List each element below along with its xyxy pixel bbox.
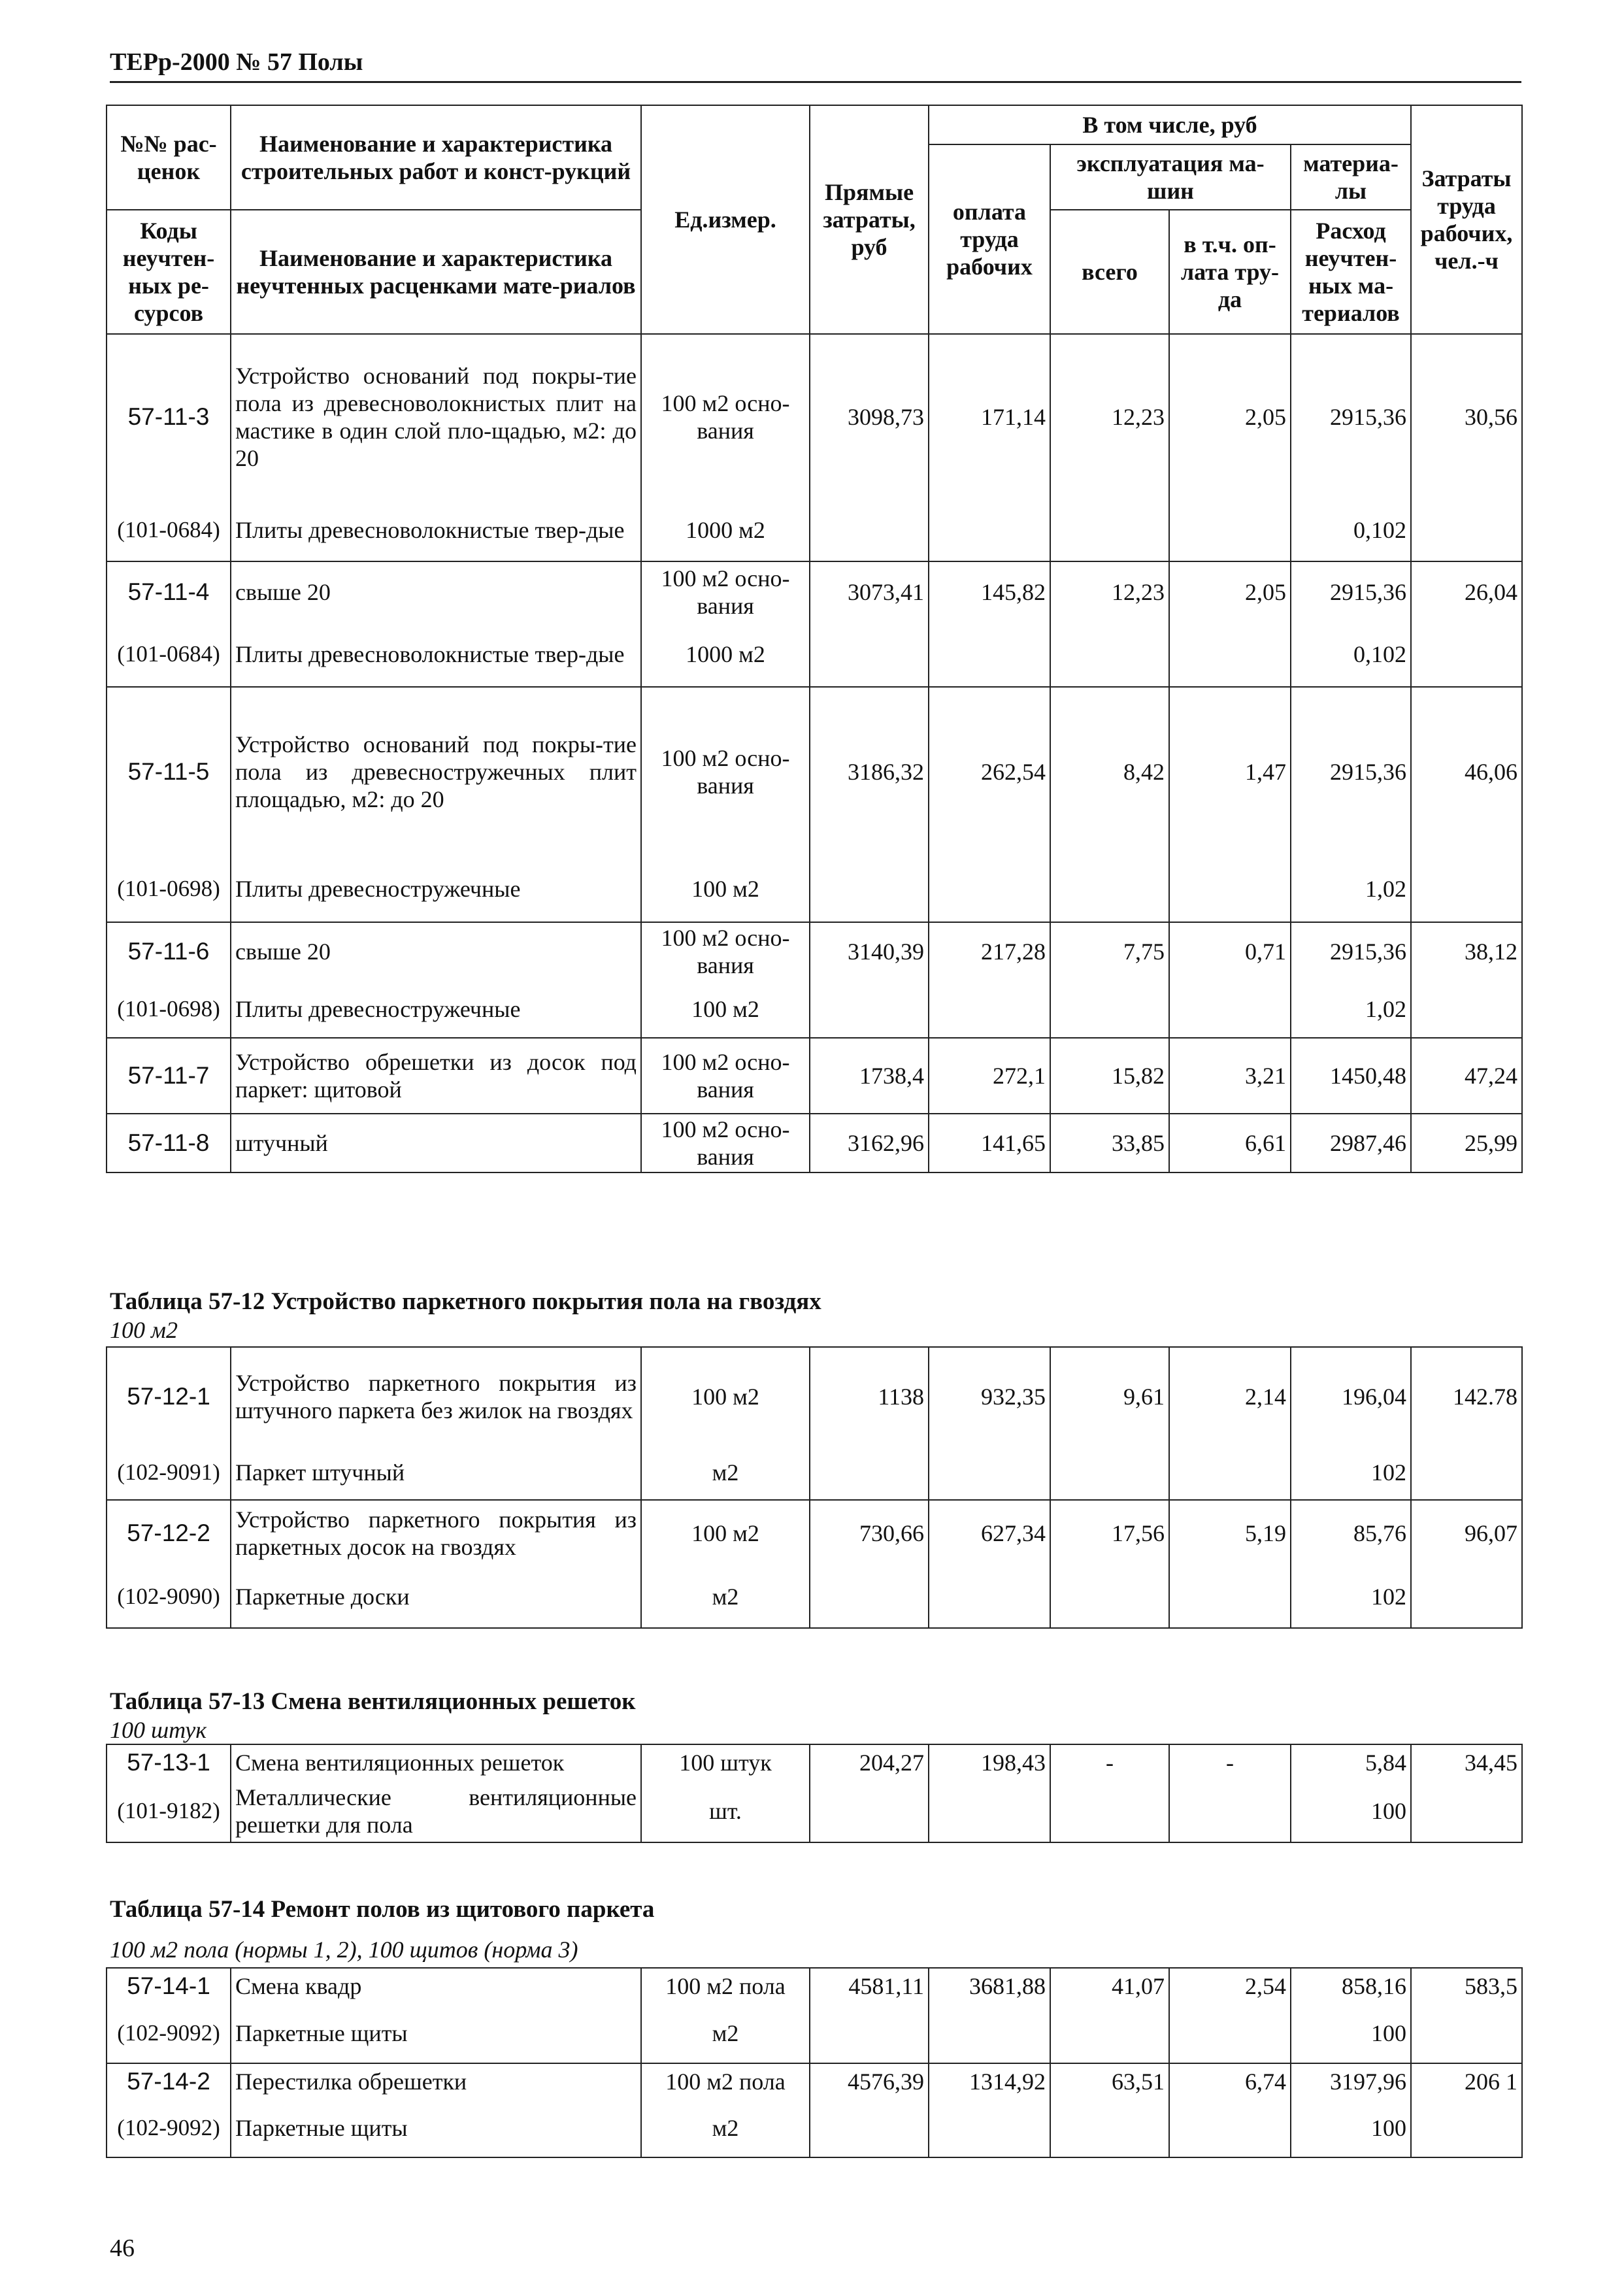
row-name: Устройство паркетного покрытия из паркетных досок на гвоздях bbox=[231, 1500, 641, 1565]
table-57-12-title: Таблица 57-12 Устройство паркетного покрытия пола на гвоздях bbox=[110, 1288, 821, 1315]
row-materials: 3197,96 bbox=[1291, 2063, 1411, 2099]
row-name: Металлические вентиляционные решетки для пола bbox=[231, 1780, 641, 1842]
row-machines-labor: 2,14 bbox=[1169, 1347, 1291, 1445]
row-materials: 1,02 bbox=[1291, 856, 1411, 922]
row-materials: 2915,36 bbox=[1291, 334, 1411, 499]
row-machines-labor bbox=[1169, 499, 1291, 561]
row-code: 57-14-2 bbox=[107, 2063, 231, 2099]
row-materials: 100 bbox=[1291, 1780, 1411, 1842]
row-labor-pay: 627,34 bbox=[929, 1500, 1050, 1565]
rate-row bbox=[107, 1114, 1522, 1172]
resource-row bbox=[107, 622, 1522, 687]
row-machines-labor bbox=[1169, 622, 1291, 687]
row-unit: 100 м2 bbox=[641, 1500, 810, 1565]
row-unit: 100 м2 осно-вания bbox=[641, 561, 810, 622]
row-name: Перестилка обрешетки bbox=[231, 2063, 641, 2099]
row-unit: 1000 м2 bbox=[641, 622, 810, 687]
row-name: Плиты древесноволокнистые твер-дые bbox=[231, 622, 641, 687]
row-direct-costs: 204,27 bbox=[810, 1744, 929, 1780]
row-direct-costs bbox=[810, 622, 929, 687]
header-name-bottom: Наименование и характеристика неучтенных расценками мате-риалов bbox=[231, 210, 641, 334]
page-number: 46 bbox=[110, 2235, 135, 2262]
row-machines-total: 7,75 bbox=[1050, 922, 1169, 980]
row-unit: 100 штук bbox=[641, 1744, 810, 1780]
row-materials: 102 bbox=[1291, 1565, 1411, 1628]
row-labor-pay: 145,82 bbox=[929, 561, 1050, 622]
resource-row bbox=[107, 1445, 1522, 1500]
header-code-top: №№ рас-ценок bbox=[107, 105, 231, 210]
header-unit: Ед.измер. bbox=[641, 105, 810, 334]
row-unit: 100 м2 bbox=[641, 980, 810, 1038]
row-labor-hours bbox=[1411, 499, 1522, 561]
row-labor-hours bbox=[1411, 1565, 1522, 1628]
row-labor-hours: 206 1 bbox=[1411, 2063, 1522, 2099]
row-labor-hours: 96,07 bbox=[1411, 1500, 1522, 1565]
table-57-13-unit: 100 штук bbox=[110, 1717, 207, 1743]
row-direct-costs: 730,66 bbox=[810, 1500, 929, 1565]
row-name: Плиты древесноволокнистые твер-дые bbox=[231, 499, 641, 561]
row-materials: 5,84 bbox=[1291, 1744, 1411, 1780]
header-labor-hours: Затраты труда рабочих, чел.-ч bbox=[1411, 105, 1522, 334]
row-machines-labor: 6,74 bbox=[1169, 2063, 1291, 2099]
row-name: Устройство оснований под покры-тие пола из древесноволокнистых плит на мастике в один слой пло-щадью, м2: до 20 bbox=[231, 334, 641, 499]
row-labor-hours bbox=[1411, 2099, 1522, 2157]
row-machines-labor: 2,05 bbox=[1169, 561, 1291, 622]
row-machines-total: 9,61 bbox=[1050, 1347, 1169, 1445]
resource-row bbox=[107, 856, 1522, 922]
row-machines-total bbox=[1050, 856, 1169, 922]
row-name: Плиты древесностружечные bbox=[231, 856, 641, 922]
row-name: Устройство обрешетки из досок под паркет: щитовой bbox=[231, 1038, 641, 1114]
row-direct-costs bbox=[810, 980, 929, 1038]
resource-row bbox=[107, 499, 1522, 561]
row-labor-pay bbox=[929, 2003, 1050, 2063]
row-machines-total: - bbox=[1050, 1744, 1169, 1780]
row-direct-costs: 3098,73 bbox=[810, 334, 929, 499]
row-machines-labor: 5,19 bbox=[1169, 1500, 1291, 1565]
table-body bbox=[107, 1744, 1522, 1842]
row-unit: 100 м2 осно-вания bbox=[641, 1114, 810, 1172]
row-materials: 100 bbox=[1291, 2003, 1411, 2063]
row-code: (101-0698) bbox=[107, 856, 231, 922]
row-code: (101-0698) bbox=[107, 980, 231, 1038]
row-name: Паркетные доски bbox=[231, 1565, 641, 1628]
row-labor-pay: 171,14 bbox=[929, 334, 1050, 499]
row-machines-total bbox=[1050, 622, 1169, 687]
header-materials: материа-лы bbox=[1291, 144, 1411, 210]
row-labor-hours bbox=[1411, 622, 1522, 687]
row-labor-pay: 1314,92 bbox=[929, 2063, 1050, 2099]
row-direct-costs bbox=[810, 856, 929, 922]
row-code: 57-14-1 bbox=[107, 1968, 231, 2003]
rate-row bbox=[107, 2063, 1522, 2099]
row-name: Паркет штучный bbox=[231, 1445, 641, 1500]
row-materials: 196,04 bbox=[1291, 1347, 1411, 1445]
header-including: В том числе, руб bbox=[929, 105, 1411, 144]
row-machines-total: 33,85 bbox=[1050, 1114, 1169, 1172]
header-machines-labor: в т.ч. оп-лата тру-да bbox=[1169, 210, 1291, 334]
header-name-top: Наименование и характеристика строительных работ и конст-рукций bbox=[231, 105, 641, 210]
row-name: Устройство оснований под покры-тие пола из древесностружечных плит площадью, м2: до 20 bbox=[231, 687, 641, 856]
row-direct-costs bbox=[810, 2003, 929, 2063]
row-machines-labor bbox=[1169, 856, 1291, 922]
table-57-14-unit: 100 м2 пола (нормы 1, 2), 100 щитов (норма 3) bbox=[110, 1937, 578, 1963]
row-code: 57-12-2 bbox=[107, 1500, 231, 1565]
row-labor-hours: 46,06 bbox=[1411, 687, 1522, 856]
rate-row bbox=[107, 561, 1522, 622]
row-materials: 102 bbox=[1291, 1445, 1411, 1500]
row-code: 57-12-1 bbox=[107, 1347, 231, 1445]
row-labor-pay: 272,1 bbox=[929, 1038, 1050, 1114]
row-unit: 100 м2 пола bbox=[641, 1968, 810, 2003]
header-code-bottom: Коды неучтен-ных ре-сурсов bbox=[107, 210, 231, 334]
row-code: 57-11-6 bbox=[107, 922, 231, 980]
row-machines-total: 15,82 bbox=[1050, 1038, 1169, 1114]
row-labor-hours: 38,12 bbox=[1411, 922, 1522, 980]
row-machines-total bbox=[1050, 1780, 1169, 1842]
row-machines-labor bbox=[1169, 980, 1291, 1038]
resource-row bbox=[107, 2099, 1522, 2157]
row-machines-total: 63,51 bbox=[1050, 2063, 1169, 2099]
row-code: 57-11-5 bbox=[107, 687, 231, 856]
row-unit: м2 bbox=[641, 2099, 810, 2157]
row-machines-labor bbox=[1169, 1445, 1291, 1500]
row-labor-hours: 142.78 bbox=[1411, 1347, 1522, 1445]
table-body bbox=[107, 334, 1522, 1172]
rate-row bbox=[107, 922, 1522, 980]
row-machines-total: 8,42 bbox=[1050, 687, 1169, 856]
resource-row bbox=[107, 980, 1522, 1038]
row-code: (102-9092) bbox=[107, 2003, 231, 2063]
row-unit: м2 bbox=[641, 1565, 810, 1628]
row-name: свыше 20 bbox=[231, 922, 641, 980]
row-direct-costs bbox=[810, 1565, 929, 1628]
row-materials: 1,02 bbox=[1291, 980, 1411, 1038]
row-materials: 85,76 bbox=[1291, 1500, 1411, 1565]
row-code: (101-0684) bbox=[107, 499, 231, 561]
row-direct-costs: 1738,4 bbox=[810, 1038, 929, 1114]
row-labor-pay bbox=[929, 980, 1050, 1038]
row-machines-total: 12,23 bbox=[1050, 334, 1169, 499]
row-unit: 100 м2 осно-вания bbox=[641, 1038, 810, 1114]
row-labor-hours: 30,56 bbox=[1411, 334, 1522, 499]
table-body bbox=[107, 1968, 1522, 2157]
row-labor-hours: 25,99 bbox=[1411, 1114, 1522, 1172]
table-57-13-title: Таблица 57-13 Смена вентиляционных решеток bbox=[110, 1688, 636, 1715]
row-labor-pay bbox=[929, 622, 1050, 687]
row-materials: 0,102 bbox=[1291, 499, 1411, 561]
row-materials: 0,102 bbox=[1291, 622, 1411, 687]
row-machines-total: 41,07 bbox=[1050, 1968, 1169, 2003]
row-materials: 100 bbox=[1291, 2099, 1411, 2157]
row-name: Смена вентиляционных решеток bbox=[231, 1744, 641, 1780]
row-code: (101-9182) bbox=[107, 1780, 231, 1842]
row-direct-costs: 3140,39 bbox=[810, 922, 929, 980]
row-direct-costs: 4581,11 bbox=[810, 1968, 929, 2003]
row-code: 57-11-7 bbox=[107, 1038, 231, 1114]
row-name: Паркетные щиты bbox=[231, 2003, 641, 2063]
rate-row bbox=[107, 1038, 1522, 1114]
row-materials: 1450,48 bbox=[1291, 1038, 1411, 1114]
rate-row bbox=[107, 1744, 1522, 1780]
rates-table-57-12 bbox=[106, 1346, 1523, 1629]
row-name: Смена квадр bbox=[231, 1968, 641, 2003]
row-unit: 100 м2 осно-вания bbox=[641, 922, 810, 980]
row-unit: 1000 м2 bbox=[641, 499, 810, 561]
row-direct-costs bbox=[810, 1780, 929, 1842]
row-machines-labor bbox=[1169, 1780, 1291, 1842]
row-labor-pay: 198,43 bbox=[929, 1744, 1050, 1780]
row-machines-labor: 2,05 bbox=[1169, 334, 1291, 499]
row-labor-pay bbox=[929, 1445, 1050, 1500]
row-materials: 858,16 bbox=[1291, 1968, 1411, 2003]
rate-row bbox=[107, 1968, 1522, 2003]
row-labor-pay bbox=[929, 499, 1050, 561]
row-code: 57-11-8 bbox=[107, 1114, 231, 1172]
row-machines-labor: 3,21 bbox=[1169, 1038, 1291, 1114]
rate-row bbox=[107, 1500, 1522, 1565]
row-labor-hours: 47,24 bbox=[1411, 1038, 1522, 1114]
row-code: (102-9090) bbox=[107, 1565, 231, 1628]
row-machines-total bbox=[1050, 499, 1169, 561]
row-labor-pay: 217,28 bbox=[929, 922, 1050, 980]
row-machines-total bbox=[1050, 1565, 1169, 1628]
resource-row bbox=[107, 1780, 1522, 1842]
row-materials: 2915,36 bbox=[1291, 561, 1411, 622]
row-code: 57-13-1 bbox=[107, 1744, 231, 1780]
row-direct-costs: 1138 bbox=[810, 1347, 929, 1445]
header-labor-pay: оплата труда рабочих bbox=[929, 144, 1050, 334]
row-machines-total: 17,56 bbox=[1050, 1500, 1169, 1565]
row-labor-hours: 26,04 bbox=[1411, 561, 1522, 622]
row-labor-hours bbox=[1411, 1780, 1522, 1842]
row-labor-pay bbox=[929, 2099, 1050, 2157]
row-machines-total bbox=[1050, 980, 1169, 1038]
row-name: Паркетные щиты bbox=[231, 2099, 641, 2157]
row-materials: 2915,36 bbox=[1291, 687, 1411, 856]
rates-table-57-14 bbox=[106, 1967, 1523, 2158]
header-materials-sub: Расход неучтен-ных ма-териалов bbox=[1291, 210, 1411, 334]
row-labor-hours bbox=[1411, 980, 1522, 1038]
row-machines-total bbox=[1050, 2003, 1169, 2063]
rates-table-57-13 bbox=[106, 1744, 1523, 1843]
row-machines-total: 12,23 bbox=[1050, 561, 1169, 622]
header-machines: эксплуатация ма-шин bbox=[1050, 144, 1291, 210]
row-direct-costs bbox=[810, 499, 929, 561]
row-unit: м2 bbox=[641, 1445, 810, 1500]
row-unit: 100 м2 bbox=[641, 1347, 810, 1445]
row-direct-costs: 3186,32 bbox=[810, 687, 929, 856]
row-code: (101-0684) bbox=[107, 622, 231, 687]
row-materials: 2915,36 bbox=[1291, 922, 1411, 980]
rate-row bbox=[107, 687, 1522, 856]
resource-row bbox=[107, 2003, 1522, 2063]
row-labor-hours: 34,45 bbox=[1411, 1744, 1522, 1780]
row-labor-pay: 932,35 bbox=[929, 1347, 1050, 1445]
row-code: 57-11-4 bbox=[107, 561, 231, 622]
row-unit: 100 м2 осно-вания bbox=[641, 334, 810, 499]
row-name: штучный bbox=[231, 1114, 641, 1172]
row-machines-labor: 6,61 bbox=[1169, 1114, 1291, 1172]
row-name: свыше 20 bbox=[231, 561, 641, 622]
row-name: Устройство паркетного покрытия из штучного паркета без жилок на гвоздях bbox=[231, 1347, 641, 1445]
row-code: 57-11-3 bbox=[107, 334, 231, 499]
table-body bbox=[107, 1347, 1522, 1628]
row-direct-costs bbox=[810, 1445, 929, 1500]
row-labor-hours: 583,5 bbox=[1411, 1968, 1522, 2003]
row-code: (102-9092) bbox=[107, 2099, 231, 2157]
header-direct-costs: Прямые затраты, руб bbox=[810, 105, 929, 334]
row-direct-costs: 3073,41 bbox=[810, 561, 929, 622]
row-machines-labor: 2,54 bbox=[1169, 1968, 1291, 2003]
row-labor-hours bbox=[1411, 2003, 1522, 2063]
row-labor-pay bbox=[929, 856, 1050, 922]
row-unit: 100 м2 осно-вания bbox=[641, 687, 810, 856]
row-direct-costs: 3162,96 bbox=[810, 1114, 929, 1172]
row-labor-hours bbox=[1411, 1445, 1522, 1500]
page-header: ТЕРр-2000 № 57 Полы bbox=[110, 47, 1521, 83]
row-unit: 100 м2 bbox=[641, 856, 810, 922]
row-labor-pay: 262,54 bbox=[929, 687, 1050, 856]
row-name: Плиты древесностружечные bbox=[231, 980, 641, 1038]
row-code: (102-9091) bbox=[107, 1445, 231, 1500]
header-machines-total: всего bbox=[1050, 210, 1169, 334]
row-machines-labor bbox=[1169, 2003, 1291, 2063]
rate-row bbox=[107, 1347, 1522, 1445]
row-machines-labor bbox=[1169, 2099, 1291, 2157]
row-labor-pay bbox=[929, 1565, 1050, 1628]
row-labor-pay bbox=[929, 1780, 1050, 1842]
row-labor-pay: 141,65 bbox=[929, 1114, 1050, 1172]
row-machines-total bbox=[1050, 1445, 1169, 1500]
row-labor-pay: 3681,88 bbox=[929, 1968, 1050, 2003]
row-unit: м2 bbox=[641, 2003, 810, 2063]
rates-table-57-11 bbox=[106, 105, 1523, 1173]
row-unit: шт. bbox=[641, 1780, 810, 1842]
row-unit: 100 м2 пола bbox=[641, 2063, 810, 2099]
row-labor-hours bbox=[1411, 856, 1522, 922]
rate-row bbox=[107, 334, 1522, 499]
table-57-12-unit: 100 м2 bbox=[110, 1317, 178, 1343]
row-materials: 2987,46 bbox=[1291, 1114, 1411, 1172]
table-57-14-title: Таблица 57-14 Ремонт полов из щитового паркета bbox=[110, 1896, 655, 1923]
row-direct-costs: 4576,39 bbox=[810, 2063, 929, 2099]
row-machines-labor: 0,71 bbox=[1169, 922, 1291, 980]
resource-row bbox=[107, 1565, 1522, 1628]
row-machines-total bbox=[1050, 2099, 1169, 2157]
row-machines-labor: 1,47 bbox=[1169, 687, 1291, 856]
row-direct-costs bbox=[810, 2099, 929, 2157]
row-machines-labor bbox=[1169, 1565, 1291, 1628]
row-machines-labor: - bbox=[1169, 1744, 1291, 1780]
